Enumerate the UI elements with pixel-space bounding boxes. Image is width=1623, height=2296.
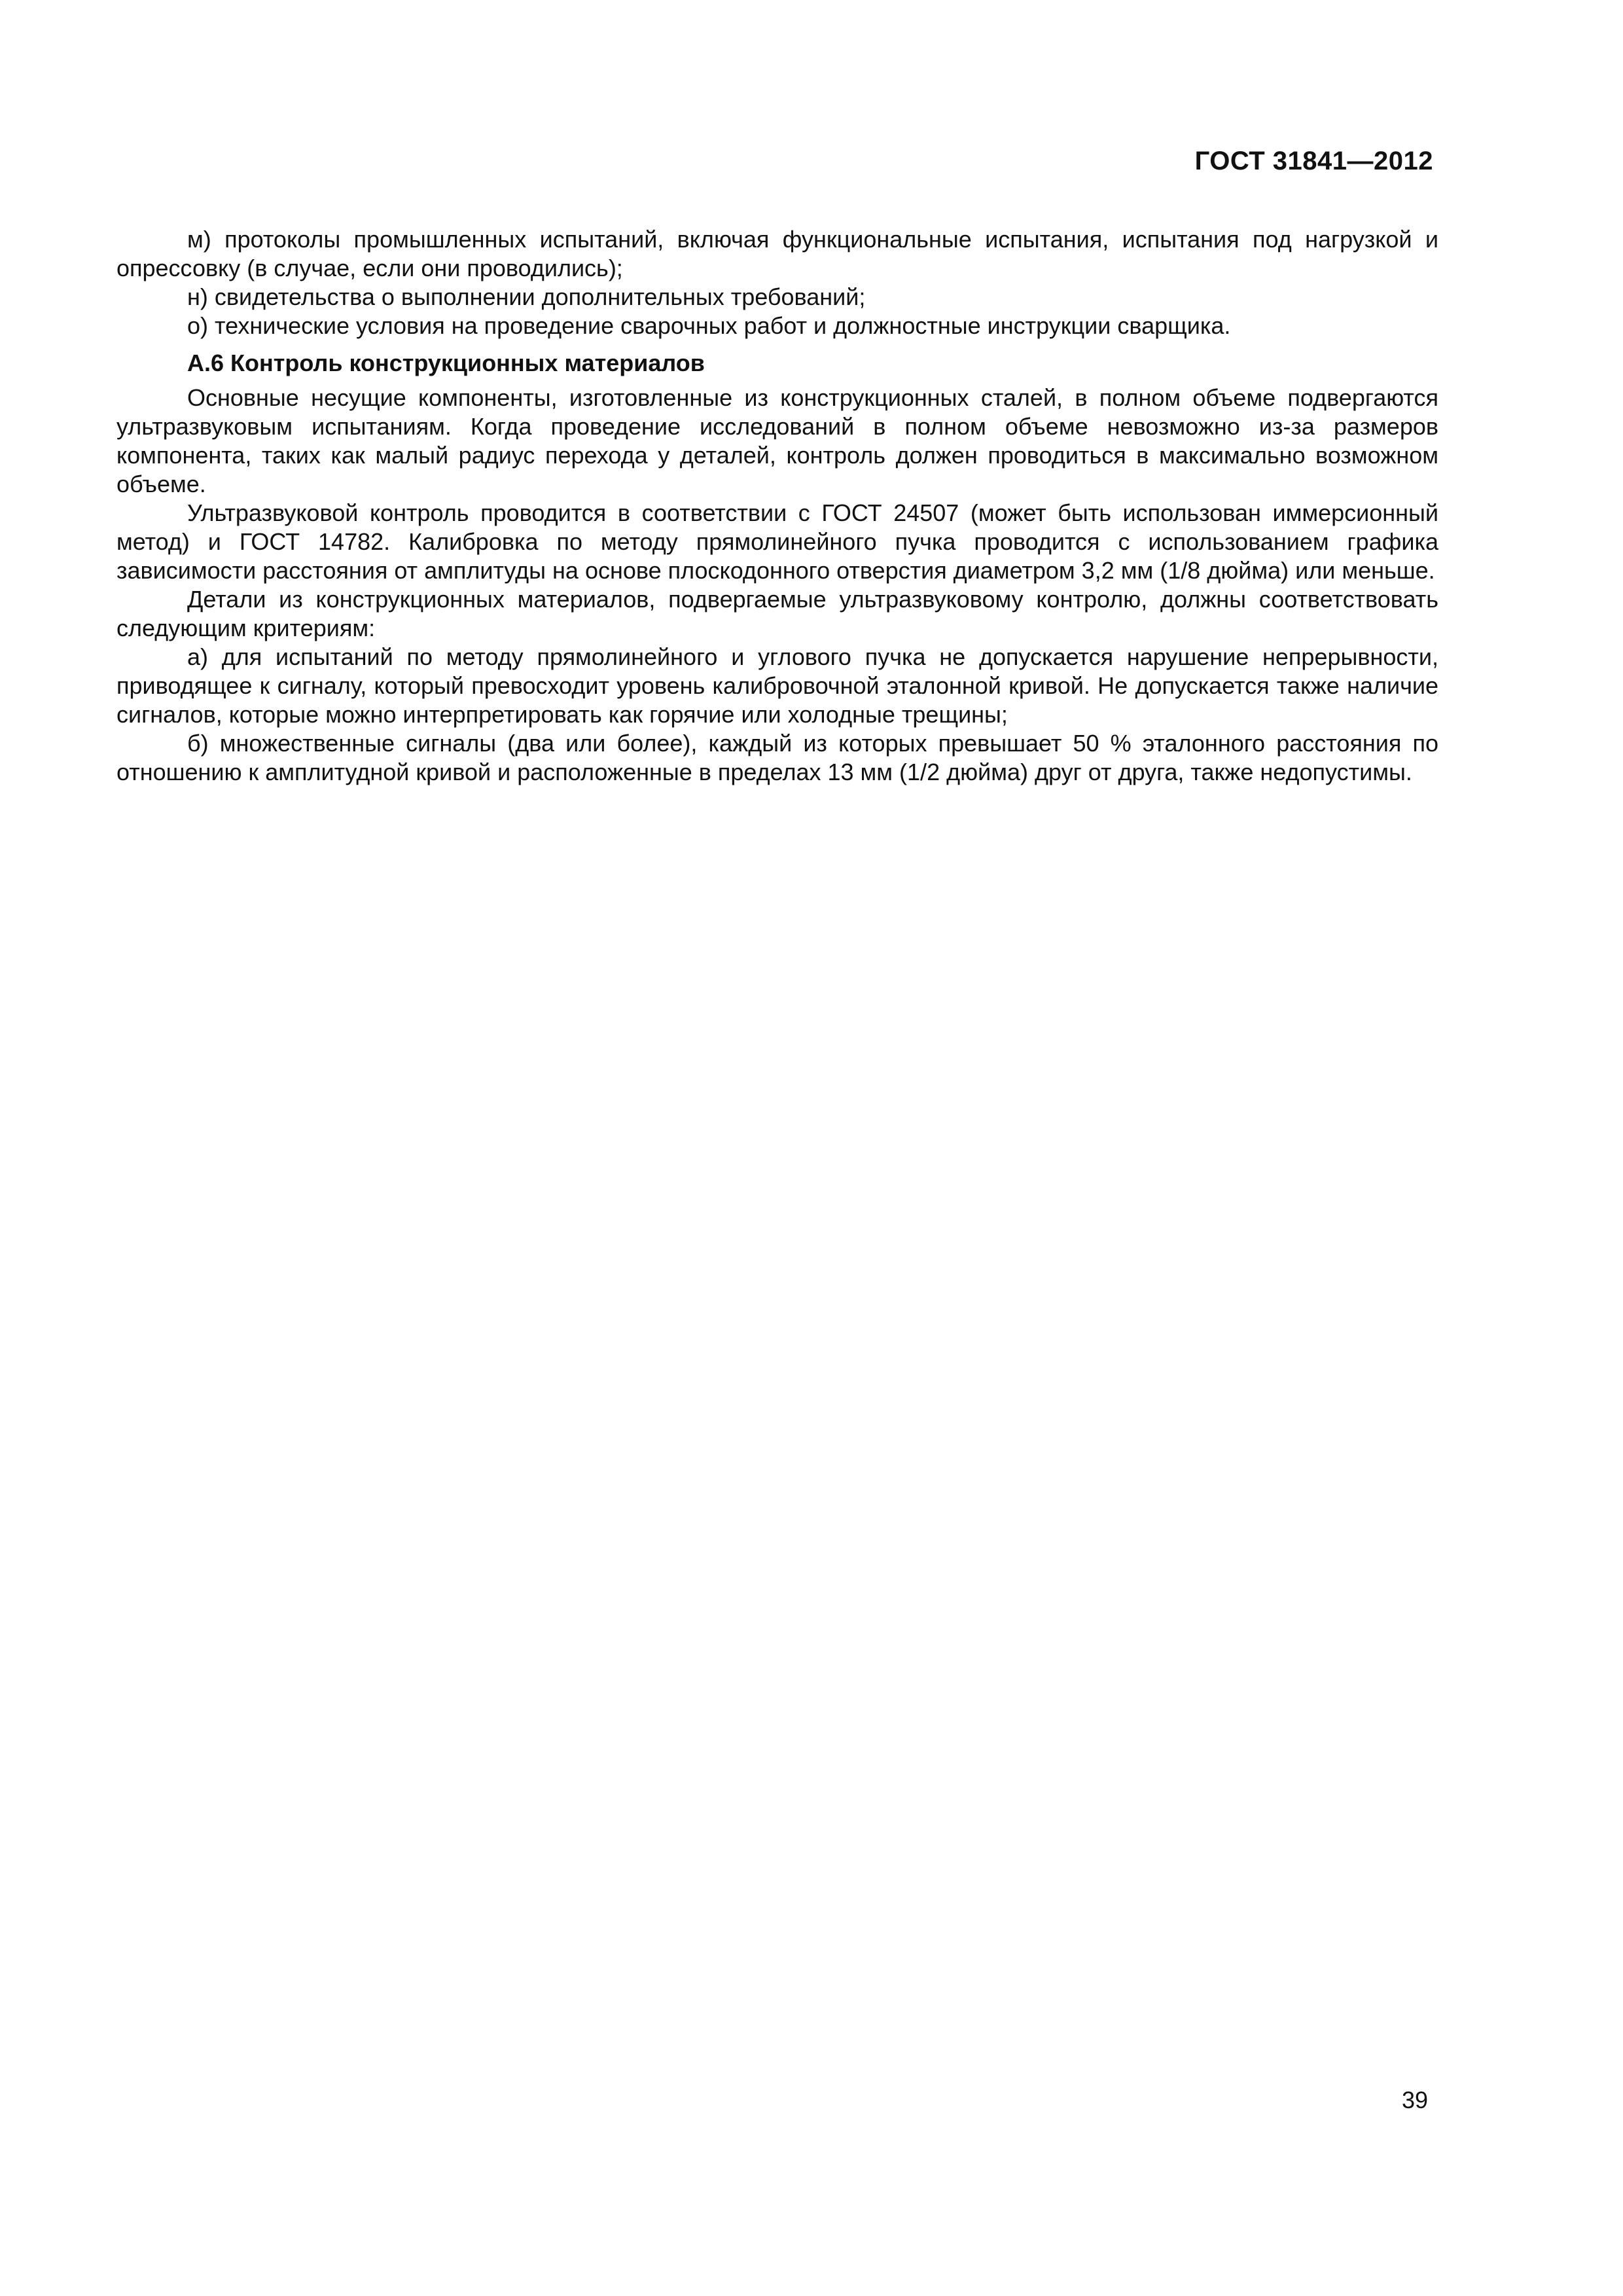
section-heading: А.6 Контроль конструкционных материалов xyxy=(187,350,705,376)
list-item-o: о) технические условия на проведение сварочных работ и должностные инструкции сварщика. xyxy=(187,312,1231,339)
paragraph-scope: Основные несущие компоненты, изготовленные из конструкционных сталей, в полном объеме подвергаются ультразвуковым испытаниям. Когда проведение исследований в полном объеме невозможно из-за размеров компонента, таких как малый радиус перехода у деталей, контроль должен проводиться в максимально возможном объеме. xyxy=(116,384,1438,497)
list-item-n: н) свидетельства о выполнении дополнительных требований; xyxy=(187,283,866,310)
page-number: 39 xyxy=(1401,2087,1428,2113)
list-item-m: м) протоколы промышленных испытаний, включая функциональные испытания, испытания под нагрузкой и опрессовку (в случае, если они проводились); xyxy=(116,226,1438,281)
paragraph-ultrasonic-method: Ультразвуковой контроль проводится в соответствии с ГОСТ 24507 (может быть использован иммерсионный метод) и ГОСТ 14782. Калибровка по методу прямолинейного пучка проводится с использованием графика зависимости расстояния от амплитуды на основе плоскодонного отверстия диаметром 3,2 мм (1/8 дюйма) или меньше. xyxy=(116,499,1438,584)
paragraph-criteria-intro: Детали из конструкционных материалов, подвергаемые ультразвуковому контролю, должны соответствовать следующим критериям: xyxy=(116,586,1438,641)
criteria-item-b: б) множественные сигналы (два или более), каждый из которых превышает 50 % эталонного расстояния по отношению к амплитудной кривой и расположенные в пределах 13 мм (1/2 дюйма) друг от друга, также недопустимы. xyxy=(116,730,1438,785)
page-content xyxy=(116,225,1438,787)
criteria-item-a: а) для испытаний по методу прямолинейного и углового пучка не допускается нарушение непрерывности, приводящее к сигналу, который превосходит уровень калибровочной эталонной кривой. Не допускается также наличие сигналов, которые можно интерпретировать как горячие или холодные трещины; xyxy=(116,643,1438,728)
document-id-header: ГОСТ 31841—2012 xyxy=(1194,147,1433,175)
